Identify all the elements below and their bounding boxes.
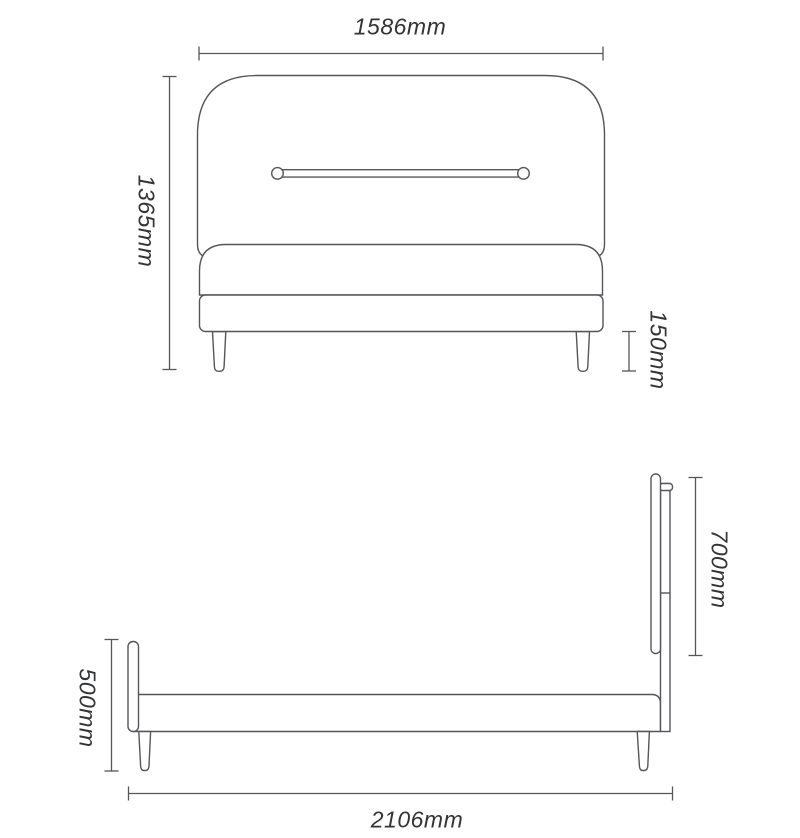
- dim-label-front-height: 1365mm: [133, 174, 160, 268]
- front-width-dimension-line: [199, 47, 603, 61]
- dim-label-side-foot-height: 500mm: [74, 668, 101, 748]
- side-left-leg: [139, 732, 151, 771]
- front-left-leg: [213, 332, 226, 372]
- front-height-dimension-line: [163, 77, 177, 370]
- side-platform-outline: [134, 695, 661, 732]
- dim-label-side-headboard-height: 700mm: [706, 529, 733, 609]
- side-headboard-panel: [651, 474, 661, 654]
- front-handle-bar: [279, 170, 522, 177]
- front-base-outline: [200, 295, 604, 332]
- front-view: [163, 47, 637, 372]
- front-mattress-outline: [200, 245, 603, 296]
- side-headboard-dimension-line: [689, 478, 703, 656]
- dim-label-side-length: 2106mm: [370, 806, 464, 833]
- front-right-leg: [576, 332, 589, 372]
- side-footboard-panel: [128, 642, 139, 732]
- side-view: [105, 474, 703, 801]
- side-headboard-post: [661, 484, 671, 732]
- front-headboard-outline: [198, 76, 605, 258]
- front-handle-right-cap: [518, 168, 530, 180]
- side-foot-dimension-line: [105, 640, 119, 772]
- front-handle-left-cap: [272, 168, 284, 180]
- front-leg-dimension-line: [622, 332, 636, 372]
- side-length-dimension-line: [129, 787, 673, 801]
- side-right-leg: [637, 732, 649, 771]
- side-post-cap: [660, 484, 673, 491]
- dim-label-front-width: 1586mm: [353, 13, 447, 40]
- dim-label-front-leg-height: 150mm: [645, 310, 672, 390]
